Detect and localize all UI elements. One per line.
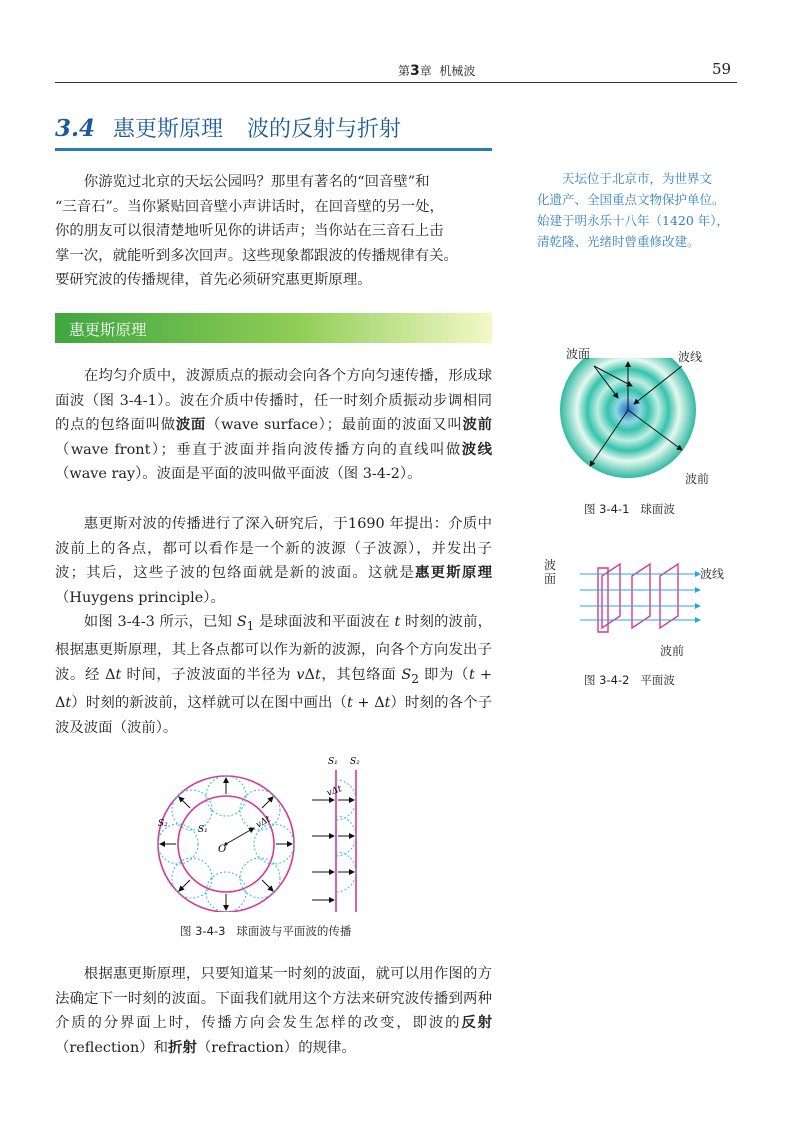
side-note-line: 清乾隆、光绪时曾重修改建。 — [537, 234, 700, 249]
intro-line: 你的朋友可以很清楚地听见你的讲话声；当你站在三音石上击 — [55, 223, 444, 239]
paragraph-reflection-refraction: 根据惠更斯原理，只要知道某一时刻的波面，就可以用作图的方法确定下一时刻的波面。下面我们就用这个方法来研究波传播到两种介质的分界面上时，传播方向会发生怎样的改变，即波的反射（reflection）和折射（refraction）的规律。 — [55, 966, 492, 1056]
label-s2-top: S₂ — [350, 757, 360, 767]
term-reflection: 反射 — [461, 1014, 492, 1031]
figure-3-4-3-caption: 图 3-4-3 球面波与平面波的传播 — [180, 924, 352, 938]
intro-line: “三音石”。当你紧贴回音壁小声讲话时，在回音壁的另一处， — [55, 198, 444, 215]
section-title-part1: 惠更斯原理 — [113, 117, 224, 142]
section-title — [55, 112, 401, 143]
term-wave-surface: 波面 — [175, 416, 207, 433]
paragraph-huygens: 惠更斯对波的传播进行了深入研究后，于1690 年提出：介质中波前上的各点，都可以看作是一个新的波源（子波源），并发出子波；其后，这些子波的包络面就是新的波面。这就是惠更斯原理（Huygens principle）。 — [55, 516, 492, 606]
intro-line: 你游览过北京的天坛公园吗？那里有著名的“回音壁”和 — [83, 174, 430, 190]
label-s1: S₁ — [198, 825, 208, 835]
chapter-header: 第3章 机械波 — [398, 63, 476, 79]
header-divider — [55, 82, 737, 83]
label-vdt-right: vΔt — [325, 784, 344, 799]
label-s1-top: S₁ — [328, 757, 338, 767]
fig2-label-waveray: 波线 — [700, 567, 725, 581]
term-wave-ray: 波线 — [461, 440, 492, 458]
section-title-rule — [55, 148, 492, 151]
page-number: 59 — [712, 60, 732, 78]
figure-3-4-2-caption: 图 3-4-2 平面波 — [584, 673, 675, 687]
section-title-part2: 波的反射与折射 — [247, 117, 402, 142]
fig2-label-wavesurface: 波 面 — [544, 558, 557, 586]
paragraph-fig-explanation: 如图 3-4-3 所示，已知 $S_1$ 是球面波和平面波在 t 时刻的波前，根据惠更斯原理，其上各点都可以作为新的波源，向各个方向发出子波。经 Δt 时间，子波波面的半径为 vΔt，其包络面 $S_2$ 即为（t + Δt）时刻的新波前，这样就可以在图中画出（t + Δt）时刻的各个子波及波面（波前）。 — [55, 614, 493, 736]
side-note — [537, 168, 742, 252]
side-note-line: 始建于明永乐十八年（1420 年）， — [537, 213, 730, 228]
figure-3-4-3 — [150, 752, 390, 912]
label-o: O — [218, 844, 227, 855]
figure-3-4-2 — [560, 556, 710, 646]
intro-paragraph — [55, 170, 492, 293]
section-number: 3.4 — [55, 115, 96, 142]
intro-line: 要研究波的传播规律，首先必须研究惠更斯原理。 — [55, 272, 372, 288]
fig1-label-wavesurface: 波面 — [566, 347, 591, 361]
figure-3-4-1-caption: 图 3-4-1 球面波 — [584, 502, 675, 516]
side-note-line: 化遗产、全国重点文物保护单位。 — [537, 192, 725, 207]
label-vdt-left: vΔt — [254, 814, 273, 831]
intro-line: 掌一次，就能听到多次回声。这些现象都跟波的传播规律有关。 — [55, 247, 458, 264]
paragraph-wave-surface: 在均匀介质中，波源质点的振动会向各个方向匀速传播，形成球面波（图 3-4-1）。波在介质中传播时，任一时刻介质振动步调相同的点的包络面叫做波面（wave surface）；最前面的波面又叫波前（wave front）；垂直于波面并指向波传播方向的直线叫做波线（wave ray）。波面是平面的波叫做平面波（图 3-4-2）。 — [55, 368, 492, 482]
figure-3-4-1 — [560, 358, 710, 478]
fig1-label-wavefront: 波前 — [685, 472, 710, 486]
label-s2: S₂ — [158, 819, 168, 829]
term-wave-front: 波前 — [462, 416, 492, 433]
fig1-label-waveray: 波线 — [678, 350, 703, 364]
term-huygens-principle: 惠更斯原理 — [414, 564, 492, 581]
fig2-label-wavefront: 波前 — [660, 644, 685, 658]
side-note-line: 天坛位于北京市，为世界文 — [562, 171, 713, 186]
subsection-heading — [55, 313, 492, 343]
term-refraction: 折射 — [168, 1038, 197, 1056]
subsection-title: 惠更斯原理 — [69, 321, 147, 339]
